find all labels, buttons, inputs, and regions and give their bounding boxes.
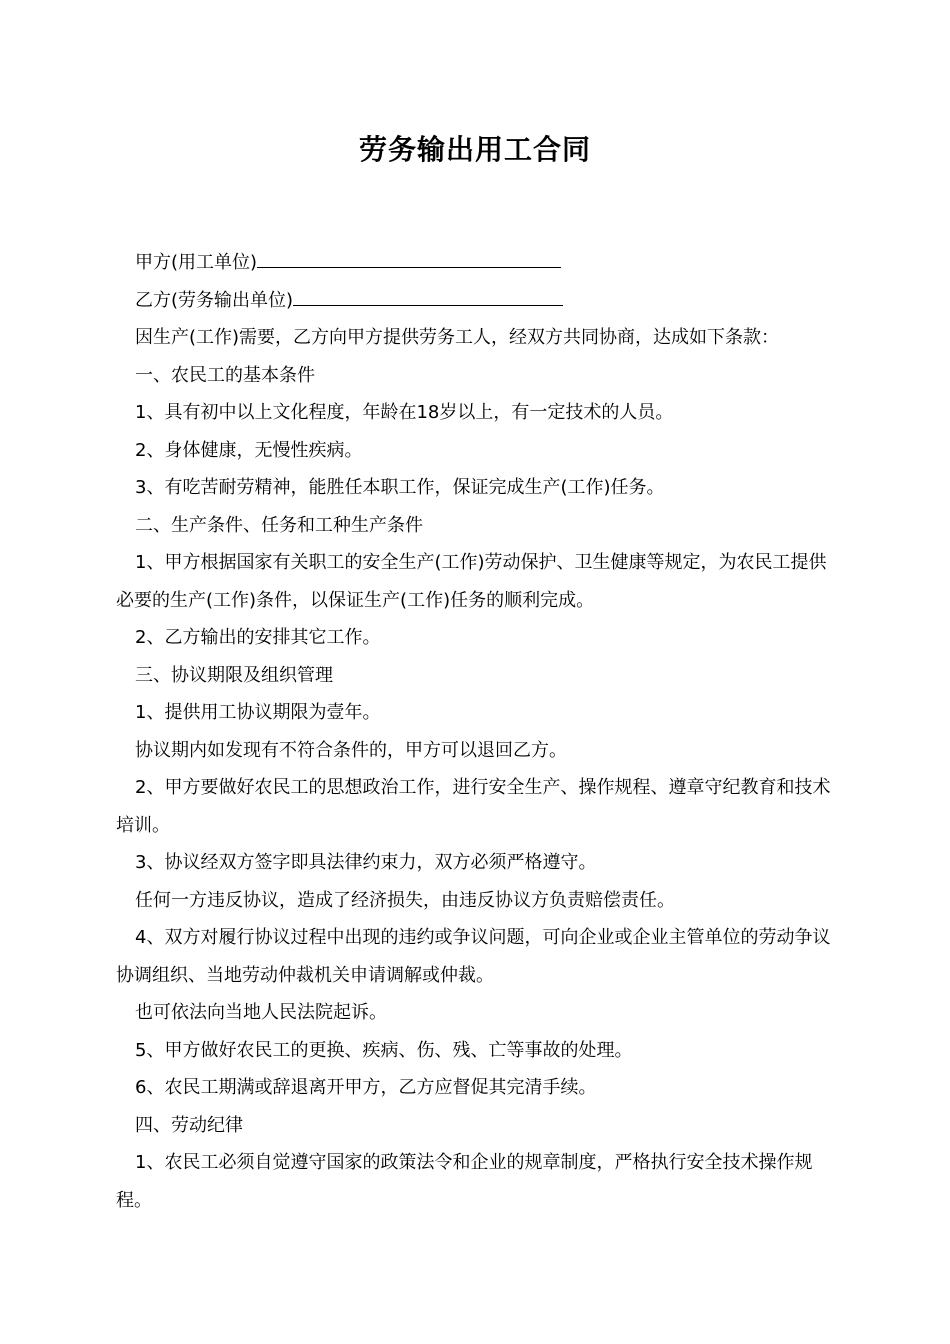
party-a-label: 甲方(用工单位): [135, 252, 258, 273]
paragraph: 1、甲方根据国家有关职工的安全生产(工作)劳动保护、卫生健康等规定，为农民工提供必要的生产(工作)条件，以保证生产(工作)任务的顺利完成。: [116, 552, 827, 611]
party-a-blank: [257, 245, 561, 268]
section-heading: 一、农民工的基本条件: [135, 364, 315, 386]
party-b-line: [116, 282, 838, 320]
section-heading: 四、劳动纪律: [135, 1114, 243, 1136]
party-b-blank: [293, 283, 563, 306]
party-a-line: [116, 244, 838, 282]
paragraph: 3、协议经双方签字即具法律约束力，双方必须严格遵守。: [135, 852, 597, 873]
paragraph: 2、甲方要做好农民工的思想政治工作，进行安全生产、操作规程、遵章守纪教育和技术培训。: [116, 777, 831, 836]
document-body: [116, 244, 838, 1219]
paragraph: 3、有吃苦耐劳精神，能胜任本职工作，保证完成生产(工作)任务。: [135, 477, 665, 498]
paragraph: 协议期内如发现有不符合条件的，甲方可以退回乙方。: [135, 739, 567, 761]
document-title: 劳务输出用工合同: [358, 133, 591, 166]
paragraph: 1、提供用工协议期限为壹年。: [135, 702, 381, 723]
paragraph: 1、具有初中以上文化程度，年龄在18岁以上，有一定技术的人员。: [135, 402, 674, 423]
paragraph: 2、乙方输出的安排其它工作。: [135, 627, 381, 648]
paragraph: 1、农民工必须自觉遵守国家的政策法令和企业的规章制度，严格执行安全技术操作规程。: [116, 1152, 813, 1211]
paragraph: 2、身体健康，无慢性疾病。: [135, 439, 363, 461]
party-b-label: 乙方(劳务输出单位): [135, 289, 294, 311]
paragraph: 因生产(工作)需要，乙方向甲方提供劳务工人，经双方共同协商，达成如下条款：: [135, 327, 780, 348]
section-heading: 三、协议期限及组织管理: [135, 664, 333, 686]
paragraph: 任何一方违反协议，造成了经济损失，由违反协议方负责赔偿责任。: [135, 889, 675, 911]
paragraph: 6、农民工期满或辞退离开甲方，乙方应督促其完清手续。: [135, 1077, 597, 1098]
paragraph: 4、双方对履行协议过程中出现的违约或争议问题，可向企业或企业主管单位的劳动争议协调组织、当地劳动仲裁机关申请调解或仲裁。: [116, 927, 831, 986]
section-heading: 二、生产条件、任务和工种生产条件: [135, 514, 423, 536]
paragraph: 5、甲方做好农民工的更换、疾病、伤、残、亡等事故的处理。: [135, 1039, 633, 1061]
paragraph: 也可依法向当地人民法院起诉。: [135, 1002, 387, 1023]
